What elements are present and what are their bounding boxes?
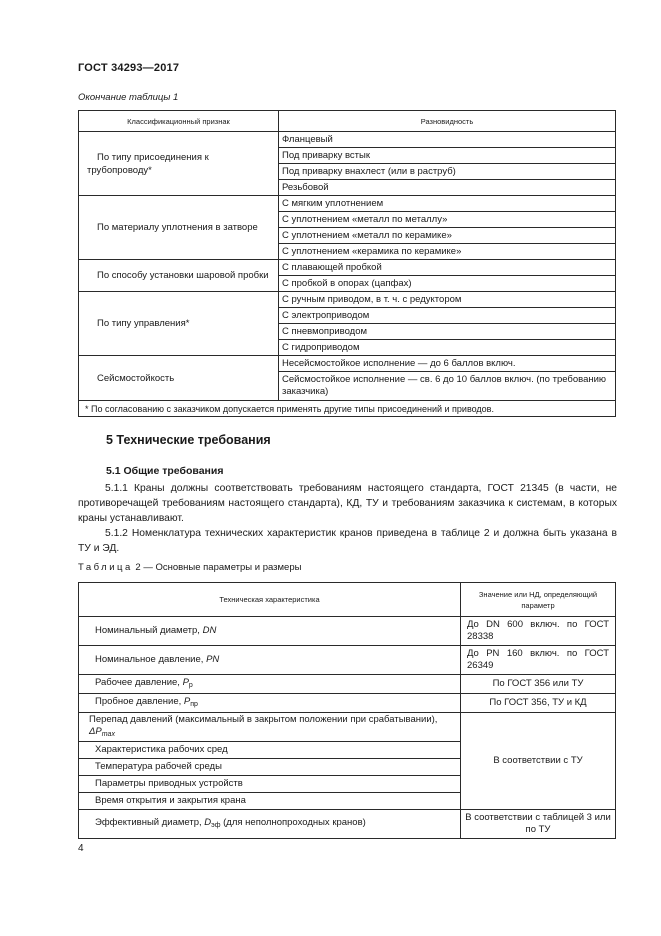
- characteristic-cell: Пробное давление, $P_{пр}$: [79, 694, 461, 713]
- characteristic-cell: Эффективный диаметр, $D_{эф}$ (для неполнопроходных кранов): [79, 810, 461, 839]
- variant-cell: Фланцевый: [279, 132, 616, 148]
- value-cell: До DN 600 включ. по ГОСТ 28338: [461, 617, 616, 646]
- paragraph-5-1-1: 5.1.1 Краны должны соответствовать требованиям настоящего стандарта, ГОСТ 21345 (в части, не противоречащей требованиям настоящего стандарта), КД, ТУ и требованиям заказчика к системам, в которых краны устанавливают.: [78, 483, 617, 524]
- variant-cell: С уплотнением «металл по металлу»: [279, 212, 616, 228]
- column-header: Техническая характеристика: [79, 583, 461, 617]
- column-header: Значение или НД, определяющий параметр: [461, 583, 616, 617]
- value-cell: По ГОСТ 356, ТУ и КД: [461, 694, 616, 713]
- variant-cell: С ручным приводом, в т. ч. с редуктором: [279, 292, 616, 308]
- column-header: Разновидность: [279, 111, 616, 132]
- column-header: Классификационный признак: [79, 111, 279, 132]
- parameters-table: [78, 582, 616, 839]
- classification-table: [78, 110, 616, 417]
- variant-cell: Резьбовой: [279, 180, 616, 196]
- variant-cell: С электроприводом: [279, 308, 616, 324]
- table2-caption: Таблица 2 — Основные параметры и размеры: [78, 562, 302, 573]
- paragraph-5-1-2: 5.1.2 Номенклатура технических характеристик кранов приведена в таблице 2 и должна быть указана в ТУ и ЭД.: [78, 528, 617, 554]
- value-cell: По ГОСТ 356 или ТУ: [461, 675, 616, 694]
- characteristic-cell: Номинальное давление, PN: [79, 646, 461, 675]
- characteristic-cell: Рабочее давление, $P_р$: [79, 675, 461, 694]
- subsection-heading: 5.1 Общие требования: [106, 465, 224, 477]
- characteristic-cell: Номинальный диаметр, DN: [79, 617, 461, 646]
- section-heading: 5 Технические требования: [106, 433, 271, 447]
- classification-cell: По материалу уплотнения в затворе: [79, 196, 279, 260]
- characteristic-cell: Параметры приводных устройств: [79, 776, 461, 793]
- classification-cell: По способу установки шаровой пробки: [79, 260, 279, 292]
- variant-cell: С гидроприводом: [279, 340, 616, 356]
- variant-cell: С пробкой в опорах (цапфах): [279, 276, 616, 292]
- variant-cell: С пневмоприводом: [279, 324, 616, 340]
- page-number: 4: [78, 843, 84, 854]
- variant-cell: С плавающей пробкой: [279, 260, 616, 276]
- standard-title: ГОСТ 34293—2017: [78, 62, 180, 74]
- characteristic-cell: Температура рабочей среды: [79, 759, 461, 776]
- classification-cell: По типу присоединения к трубопроводу*: [79, 132, 279, 196]
- variant-cell: Сейсмостойкое исполнение — св. 6 до 10 баллов включ. (по требованию заказчика): [279, 372, 616, 401]
- variant-cell: Под приварку внахлест (или в раструб): [279, 164, 616, 180]
- value-cell: До PN 160 включ. по ГОСТ 26349: [461, 646, 616, 675]
- classification-cell: По типу управления*: [79, 292, 279, 356]
- variant-cell: Под приварку встык: [279, 148, 616, 164]
- classification-cell: Сейсмостойкость: [79, 356, 279, 401]
- value-cell: В соответствии с ТУ: [461, 713, 616, 810]
- variant-cell: Несейсмостойкое исполнение — до 6 баллов включ.: [279, 356, 616, 372]
- characteristic-cell: Перепад давлений (максимальный в закрытом положении при срабатывании), $\Delta P_{max}$: [79, 713, 461, 742]
- variant-cell: С уплотнением «керамика по керамике»: [279, 244, 616, 260]
- variant-cell: С уплотнением «металл по керамике»: [279, 228, 616, 244]
- characteristic-cell: Время открытия и закрытия крана: [79, 793, 461, 810]
- characteristic-cell: Характеристика рабочих сред: [79, 742, 461, 759]
- table1-caption: Окончание таблицы 1: [78, 92, 179, 103]
- variant-cell: С мягким уплотнением: [279, 196, 616, 212]
- table-footnote: * По согласованию с заказчиком допускается применять другие типы присоединений и приводов.: [79, 401, 616, 417]
- value-cell: В соответствии с таблицей 3 или по ТУ: [461, 810, 616, 839]
